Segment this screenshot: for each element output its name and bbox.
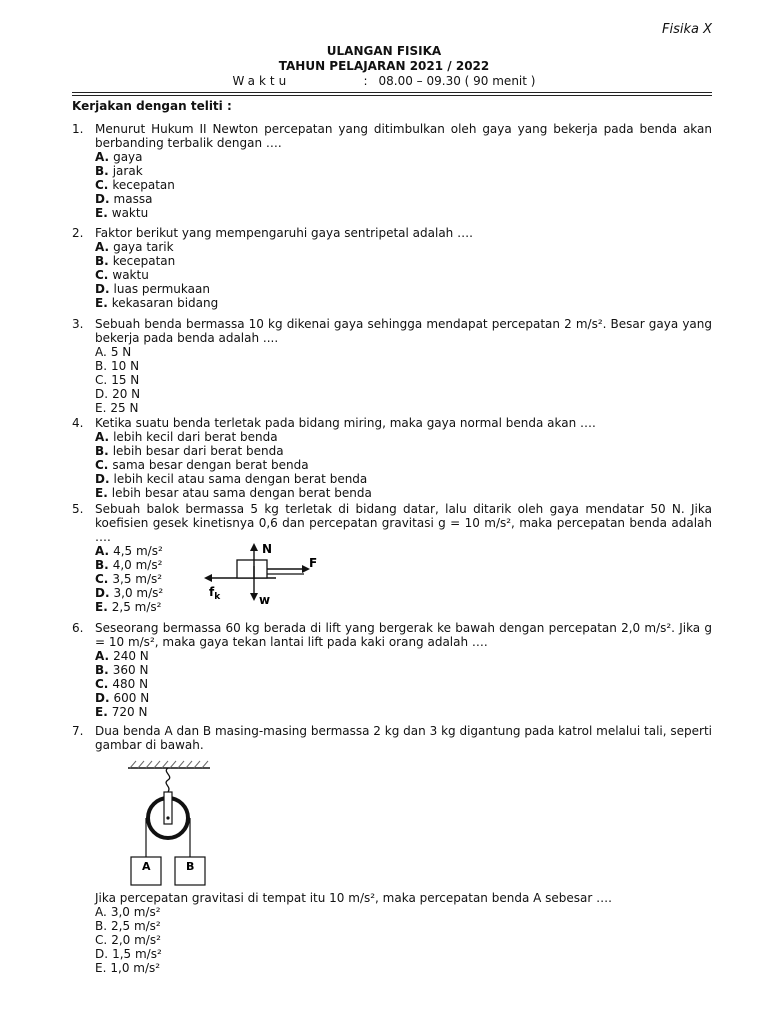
option-label: D. — [95, 691, 110, 705]
exam-header — [0, 44, 768, 89]
question-text: Menurut Hukum II Newton percepatan yang ditimbulkan oleh gaya yang bekerja pada benda akan berbanding terbalik dengan …. — [95, 122, 712, 150]
option-label: A. — [95, 430, 110, 444]
question-2 — [72, 226, 712, 310]
header-rule-top — [72, 92, 712, 93]
options — [95, 430, 712, 500]
option[interactable] — [95, 947, 712, 961]
option[interactable] — [95, 558, 712, 572]
block — [237, 560, 267, 578]
option-label: B. — [95, 444, 109, 458]
ceiling-hatch — [130, 761, 208, 768]
question-number: 5. — [72, 502, 84, 516]
option-text: 10 N — [111, 359, 140, 373]
question-7-continued — [72, 891, 712, 975]
option[interactable] — [95, 150, 712, 164]
option-label: A. — [95, 905, 107, 919]
option-text: gaya tarik — [113, 240, 174, 254]
option[interactable] — [95, 691, 712, 705]
options — [95, 649, 712, 719]
option-label: A. — [95, 240, 110, 254]
option-text: 480 N — [112, 677, 149, 691]
option-text: 2,5 m/s² — [111, 600, 162, 614]
question-1 — [72, 122, 712, 220]
option[interactable] — [95, 178, 712, 192]
option[interactable] — [95, 919, 712, 933]
option-text: lebih kecil atau sama dengan berat benda — [113, 472, 368, 486]
force-diagram — [196, 538, 336, 610]
option-text: sama besar dengan berat benda — [112, 458, 309, 472]
option-text: 240 N — [113, 649, 149, 663]
option-text: 15 N — [111, 373, 140, 387]
label-F: F — [309, 556, 318, 570]
question-number: 6. — [72, 621, 84, 635]
option[interactable] — [95, 268, 712, 282]
label-N: N — [262, 542, 273, 556]
option-label: C. — [95, 933, 108, 947]
friction-arrow-head — [204, 574, 212, 582]
option-text: 25 N — [110, 401, 139, 415]
option[interactable] — [95, 387, 712, 401]
pulley-axle — [166, 816, 169, 819]
option[interactable] — [95, 296, 712, 310]
option-label: D. — [95, 387, 109, 401]
hook — [166, 768, 170, 792]
question-text: Dua benda A dan B masing-masing bermassa 2 kg dan 3 kg digantung pada katrol melalui tali, seperti gambar di bawah. — [95, 724, 712, 752]
option-label: E. — [95, 600, 108, 614]
option[interactable] — [95, 444, 712, 458]
option-text: waktu — [112, 268, 149, 282]
option[interactable] — [95, 933, 712, 947]
option-text: 5 N — [110, 345, 132, 359]
option-label: C. — [95, 178, 109, 192]
option-label: E. — [95, 296, 108, 310]
option-label: E. — [95, 486, 108, 500]
options — [95, 544, 712, 614]
option[interactable] — [95, 600, 712, 614]
option-text: 3,0 m/s² — [113, 586, 164, 600]
option-text: kecepatan — [112, 178, 175, 192]
time-label: Waktu — [232, 74, 291, 88]
option-label: D. — [95, 472, 110, 486]
option[interactable] — [95, 164, 712, 178]
option-label: D. — [95, 282, 110, 296]
option[interactable] — [95, 677, 712, 691]
option[interactable] — [95, 359, 712, 373]
question-text: Sebuah balok bermassa 5 kg terletak di bidang datar, lalu ditarik oleh gaya mendatar 50 N. Jika koefisien gesek kinetisnya 0,6 dan percepatan gravitasi g = 10 m/s², maka percepatan benda adalah …. — [95, 502, 712, 544]
instruction: Kerjakan dengan teliti : — [72, 99, 232, 113]
question-text-2: Jika percepatan gravitasi di tempat itu 10 m/s², maka percepatan benda A sebesar …. — [95, 891, 612, 905]
options — [95, 240, 712, 310]
option[interactable] — [95, 254, 712, 268]
time-separator: : — [363, 74, 368, 88]
time-value: 08.00 – 09.30 ( 90 menit ) — [378, 74, 536, 88]
question-3 — [72, 317, 712, 415]
option-label: D. — [95, 586, 110, 600]
option-text: lebih besar atau sama dengan berat benda — [111, 486, 372, 500]
option-text: 1,0 m/s² — [110, 961, 161, 975]
question-6 — [72, 621, 712, 719]
label-A: A — [142, 860, 151, 873]
pulley-diagram — [124, 758, 216, 888]
option[interactable] — [95, 472, 712, 486]
option[interactable] — [95, 430, 712, 444]
question-number: 4. — [72, 416, 84, 430]
option-label: A. — [95, 649, 110, 663]
option-label: C. — [95, 373, 108, 387]
option-text: 20 N — [112, 387, 141, 401]
label-w: w — [259, 593, 271, 607]
option[interactable] — [95, 486, 712, 500]
option[interactable] — [95, 961, 712, 975]
option-text: lebih kecil dari berat benda — [113, 430, 278, 444]
option-label: A. — [95, 544, 110, 558]
option[interactable] — [95, 282, 712, 296]
option-label: A. — [95, 345, 107, 359]
option-text: kecepatan — [112, 254, 176, 268]
option-text: 4,0 m/s² — [112, 558, 163, 572]
option[interactable] — [95, 586, 712, 600]
option-text: waktu — [111, 206, 149, 220]
options — [95, 905, 712, 975]
option-text: kekasaran bidang — [111, 296, 219, 310]
option-label: E. — [95, 206, 108, 220]
option-text: 1,5 m/s² — [112, 947, 162, 961]
option-text: 720 N — [111, 705, 148, 719]
option[interactable] — [95, 705, 712, 719]
option[interactable] — [95, 373, 712, 387]
option[interactable] — [95, 401, 712, 415]
option-label: E. — [95, 705, 108, 719]
question-4 — [72, 416, 712, 500]
question-number: 3. — [72, 317, 84, 331]
exam-year: TAHUN PELAJARAN 2021 / 2022 — [278, 59, 490, 73]
option-label: B. — [95, 359, 108, 373]
option[interactable] — [95, 544, 712, 558]
option-label: B. — [95, 254, 109, 268]
question-text: Faktor berikut yang mempengaruhi gaya sentripetal adalah …. — [95, 226, 473, 240]
header-rule-bottom — [72, 95, 712, 96]
option-label: E. — [95, 961, 107, 975]
question-text: Ketika suatu benda terletak pada bidang miring, maka gaya normal benda akan …. — [95, 416, 596, 430]
weight-arrow-head — [250, 593, 258, 601]
option-text: luas permukaan — [113, 282, 210, 296]
option-text: 3,0 m/s² — [110, 905, 161, 919]
option-text: 2,0 m/s² — [111, 933, 161, 947]
option-text: massa — [113, 192, 153, 206]
option-text: 4,5 m/s² — [113, 544, 163, 558]
option-label: C. — [95, 268, 109, 282]
label-fk: $f_k$ — [209, 585, 221, 602]
option-label: D. — [95, 947, 109, 961]
option-label: B. — [95, 663, 109, 677]
option-text: 2,5 m/s² — [111, 919, 161, 933]
option-text: 360 N — [112, 663, 149, 677]
option-text: 600 N — [113, 691, 150, 705]
question-5 — [72, 502, 712, 614]
exam-title: ULANGAN FISIKA — [326, 44, 442, 58]
option-label: E. — [95, 401, 107, 415]
normal-force-arrow-head — [250, 543, 258, 551]
option-label: B. — [95, 919, 108, 933]
option[interactable] — [95, 240, 712, 254]
option-label: C. — [95, 572, 109, 586]
option[interactable] — [95, 192, 712, 206]
option[interactable] — [95, 458, 712, 472]
question-number: 7. — [72, 724, 84, 738]
option[interactable] — [95, 345, 712, 359]
option-text: gaya — [113, 150, 143, 164]
option-text: jarak — [112, 164, 143, 178]
question-text: Sebuah benda bermassa 10 kg dikenai gaya sehingga mendapat percepatan 2 m/s². Besar gaya yang bekerja pada benda adalah .... — [95, 317, 712, 345]
options — [95, 150, 712, 220]
option[interactable] — [95, 663, 712, 677]
option-label: D. — [95, 192, 110, 206]
subject-tag: Fisika X — [661, 22, 712, 37]
option-text: 3,5 m/s² — [112, 572, 163, 586]
options — [95, 345, 712, 415]
question-text: Seseorang bermassa 60 kg berada di lift yang bergerak ke bawah dengan percepatan 2,0 m/s². Jika g = 10 m/s², maka gaya tekan lantai lift pada kaki orang adalah …. — [95, 621, 712, 649]
option[interactable] — [95, 572, 712, 586]
exam-time — [0, 74, 768, 89]
question-7 — [72, 724, 712, 752]
option-label: B. — [95, 164, 109, 178]
option[interactable] — [95, 649, 712, 663]
question-number: 2. — [72, 226, 84, 240]
label-B: B — [186, 860, 195, 873]
option-label: C. — [95, 458, 109, 472]
option-label: A. — [95, 150, 110, 164]
option-label: C. — [95, 677, 109, 691]
option-text: lebih besar dari berat benda — [112, 444, 284, 458]
option-label: B. — [95, 558, 109, 572]
question-number: 1. — [72, 122, 84, 136]
option[interactable] — [95, 206, 712, 220]
option[interactable] — [95, 905, 712, 919]
